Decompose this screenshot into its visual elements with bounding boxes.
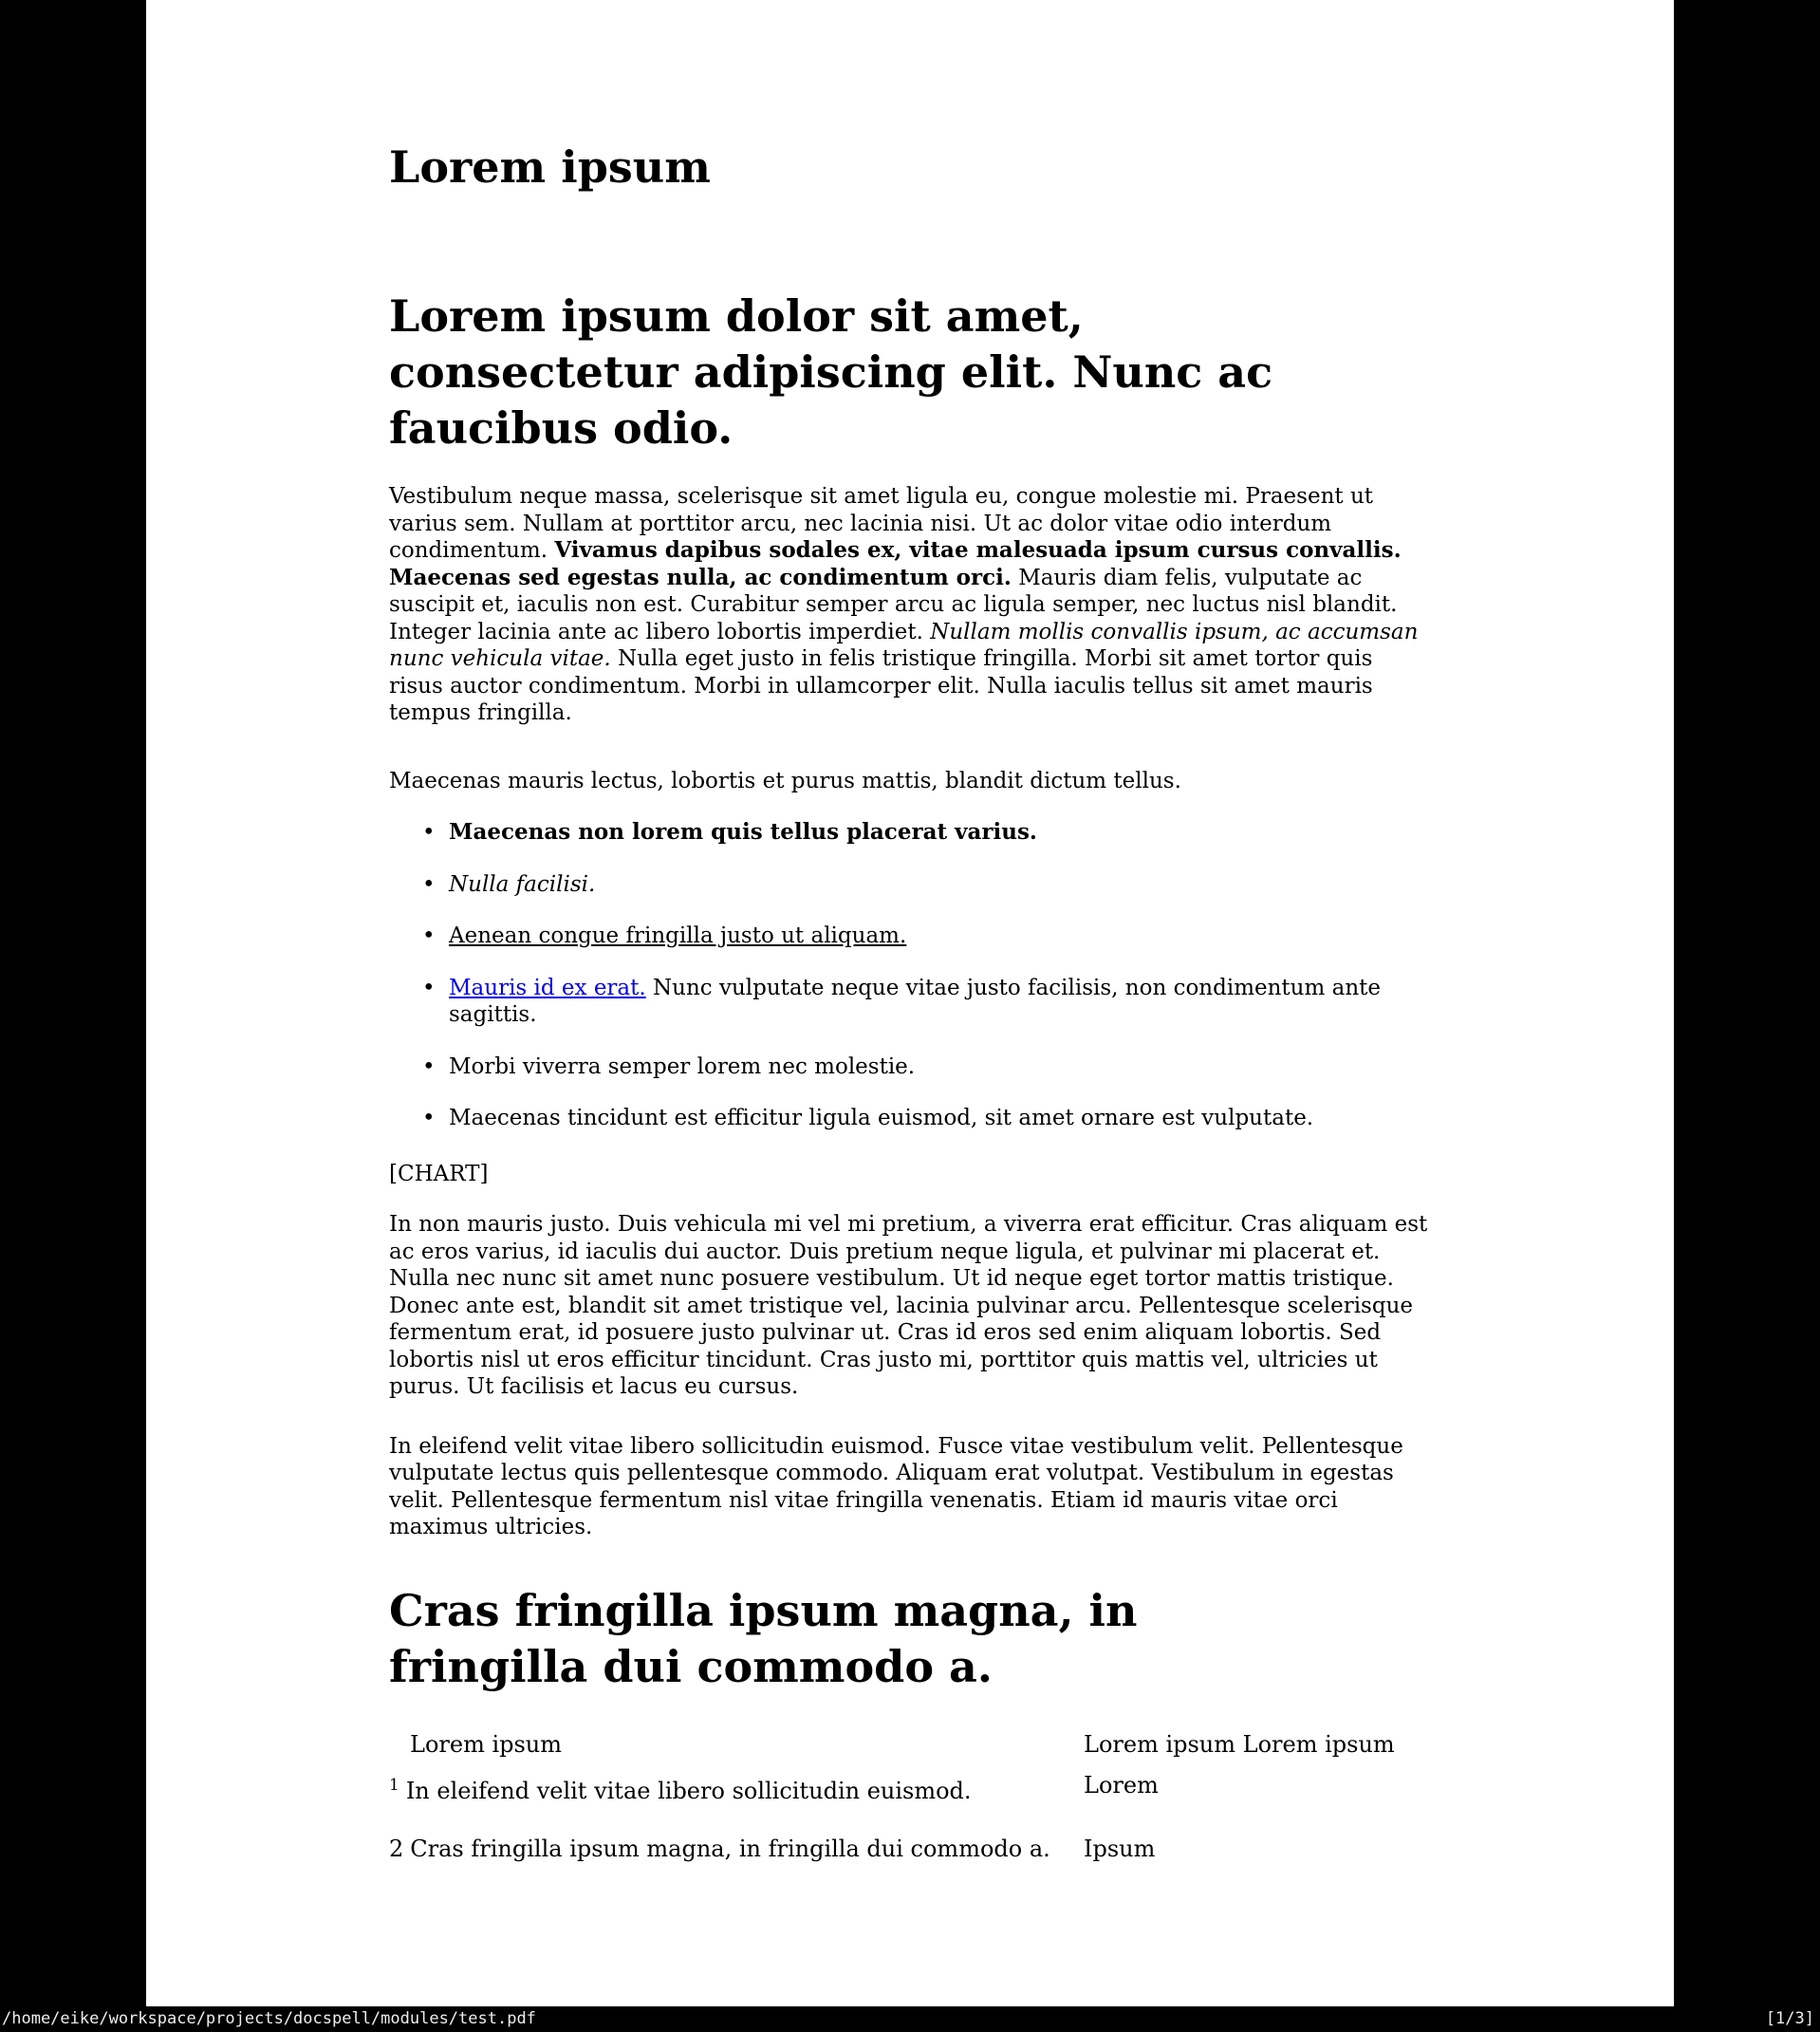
section-heading-1 [389,289,1429,457]
chart-placeholder: [CHART] [389,1161,489,1186]
footnote-table [389,1729,1429,1865]
table-row [389,1834,1429,1865]
footnote-marker: 1 [389,1775,399,1795]
list-item-text: Maecenas non lorem quis tellus placerat varius. [449,819,1037,845]
paragraph-1-segment: Vestibulum neque massa, scelerisque sit amet ligula eu, congue molestie mi. Praesent ut varius sem. Nullam at porttitor arcu, nec lacinia nisi. Ut ac dolor vitae odio interdum condimentum. [389,484,1373,563]
paragraph-2: In non mauris justo. Duis vehicula mi vel mi pretium, a viverra erat efficitur. Cras aliquam est ac eros varius, id iaculis dui auctor. Duis pretium neque ligula, et pulvinar mi placerat et. Nulla nec nunc sit amet nunc posuere vestibulum. Ut id neque eget tortor mattis tristique. Donec ante est, blandit sit amet tristique vel, lacinia pulvinar arcu. Pellentesque scelerisque fermentum erat, id posuere justo pulvinar ut. Cras id eros sed enim aliquam lobortis. Sed lobortis nisl ut eros efficitur tincidunt. Cras justo mi, porttitor quis mattis vel, ultricies ut purus. Ut facilisis et lacus eu cursus. [389,1212,1428,1399]
table-cell-text: In eleifend velit vitae libero sollicitudin euismod. [405,1777,972,1804]
paragraph-1 [389,483,1429,727]
table-cell-text: Cras fringilla ipsum magna, in fringilla dui commodo a. [410,1835,1050,1862]
heading-line: fringilla dui commodo a. [389,1640,993,1692]
table-cell-right: Lorem ipsum Lorem ipsum [1084,1730,1395,1758]
list-item [449,1105,1429,1132]
statusbar-page-indicator: [1/3] [1765,2009,1814,2028]
table-cell-left [389,1834,1084,1865]
table-cell-left [389,1770,1084,1807]
list-item-text: Morbi viverra semper lorem nec molestie. [449,1053,916,1079]
list-intro-paragraph: Maecenas mauris lectus, lobortis et purus mattis, blandit dictum tellus. [389,768,1181,793]
hyperlink-mauris-id-ex-erat[interactable]: Mauris id ex erat. [449,975,646,1000]
list-item-text: Nulla facilisi. [449,871,596,897]
table-cell-right: Ipsum [1084,1835,1156,1862]
statusbar-file-path: /home/eike/workspace/projects/docspell/modules/test.pdf [2,2009,536,2028]
table-cell-right: Lorem [1084,1771,1159,1799]
list-item-text: Nunc vulputate neque vitae justo facilisis, non condimentum ante sagittis. [449,975,1381,1027]
list-item [449,819,1429,847]
paragraph-1-italic-segment: Nullam mollis convallis ipsum, ac accumsan nunc vehicula vitae. [389,619,1419,671]
list-item [449,923,1429,950]
paragraph-3: In eleifend velit vitae libero sollicitudin euismod. Fusce vitae vestibulum velit. Pellentesque vulputate lectus quis pellentesque commodo. Aliquam erat volutpat. Vestibulum in egestas velit. Pellentesque fermentum nisl vitae fringilla venenatis. Etiam id mauris vitae orci maximus ultricies. [389,1433,1403,1539]
paragraph-1-segment: Nulla eget justo in felis tristique fringilla. Morbi sit amet tortor quis risus auctor condimentum. Morbi in ullamcorper elit. Nulla iaculis tellus sit amet mauris tempus fringilla. [389,646,1373,725]
table-cell-left: Lorem ipsum [410,1730,563,1758]
table-row [389,1770,1429,1807]
list-item [449,1053,1429,1081]
paragraph-1-segment: Mauris diam felis, vulputate ac suscipit et, iaculis non est. Curabitur semper arcu ac ligula semper, nec luctus nisl blandit. Integer lacinia ante ac libero lobortis imperdiet. [389,565,1398,644]
list-item [449,871,1429,899]
list-item-text: Aenean congue fringilla justo ut aliquam. [449,923,907,948]
document-page [146,0,1674,2006]
list-item [449,975,1429,1029]
footnote-number: 2 [389,1835,404,1862]
table-row [389,1729,1429,1761]
list-item-text: Maecenas tincidunt est efficitur ligula euismod, sit amet ornare est vulputate. [449,1106,1314,1130]
document-title: Lorem ipsum [389,141,711,193]
heading-line: consectetur adipiscing elit. Nunc ac [389,346,1273,398]
section-heading-2 [389,1583,1429,1695]
paragraph-1-bold-segment: Vivamus dapibus sodales ex, vitae malesuada ipsum cursus convallis. Maecenas sed egestas nulla, ac condimentum orci. [389,537,1402,590]
heading-line: Cras fringilla ipsum magna, in [389,1584,1138,1636]
bullet-list [389,819,1429,1132]
statusbar [0,2006,1820,2032]
page-content [389,0,1429,1865]
heading-line: faucibus odio. [389,402,734,454]
heading-line: Lorem ipsum dolor sit amet, [389,290,1084,342]
